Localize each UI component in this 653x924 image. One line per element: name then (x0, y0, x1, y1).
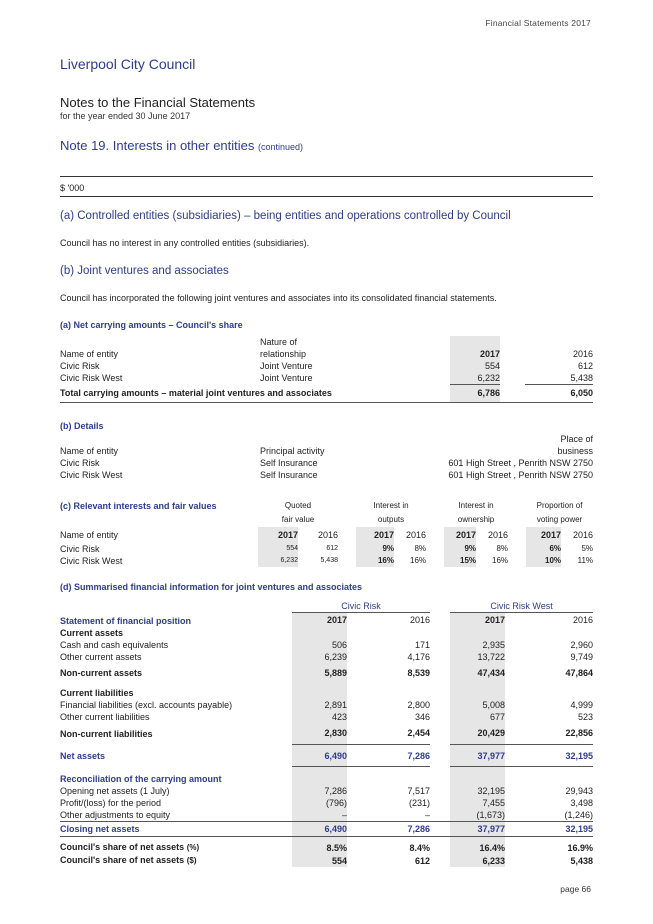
council-name: Liverpool City Council (60, 56, 196, 72)
e1-2017: 6,490 (292, 745, 347, 767)
col-place-2: business (557, 446, 593, 456)
col-fv-2016: 2016 (317, 530, 338, 540)
e2-2016: 5,438 (570, 855, 594, 866)
share-pct-suffix: (%) (186, 843, 200, 852)
document-header: Financial Statements 2017 (485, 18, 591, 28)
e2-2016: 4,999 (570, 699, 594, 710)
current-assets-label: Current assets (60, 627, 124, 638)
table-row (60, 372, 593, 385)
entity2-header: Civic Risk West (490, 601, 553, 611)
table-row (60, 699, 593, 711)
share-pct-row (60, 836, 593, 854)
own-2017: 15% (444, 555, 476, 567)
row-label (60, 836, 292, 854)
interests-title: (c) Relevant interests and fair values (60, 501, 217, 511)
group-out-2: outputs (377, 514, 405, 524)
value-2017: 554 (450, 360, 500, 372)
row-label: Net assets (60, 750, 106, 761)
col-fv-2017: 2017 (258, 527, 298, 543)
e2-2016: 2,960 (570, 639, 594, 650)
entity-name: Civic Risk West (60, 470, 123, 480)
vote-2017: 10% (526, 555, 561, 567)
e1-2017: 8.5% (292, 836, 347, 854)
col-vote-2017: 2017 (526, 527, 561, 543)
own-2016: 8% (496, 544, 509, 553)
col-nature-2: relationship (260, 349, 307, 359)
section-a-text: Council has no interest in any controlled entities (subsidiaries). (60, 238, 310, 248)
e2-2016: 32,195 (525, 745, 593, 767)
col-nature-1: Nature of (260, 337, 298, 347)
entity-place: 601 High Street , Penrith NSW 2750 (448, 458, 593, 468)
e2-2017: (1,673) (450, 809, 505, 822)
vote-2017: 6% (526, 543, 561, 555)
rule-top (60, 176, 593, 177)
entity-name: Civic Risk (60, 361, 100, 371)
carrying-title: (a) Net carrying amounts – Council's share (60, 320, 243, 330)
row-label: Other current assets (60, 651, 142, 662)
col-out-2017: 2017 (356, 527, 394, 543)
share-amt-suffix: ($) (186, 856, 197, 865)
e2-2017: 13,722 (450, 651, 505, 663)
table-row (60, 457, 593, 469)
col-vote-2016: 2016 (573, 530, 594, 540)
section-b-text: Council has incorporated the following joint ventures and associates into its consolidated financial statements. (60, 293, 497, 303)
row-label: Financial liabilities (excl. accounts payable) (60, 699, 233, 710)
e1-2017: 554 (292, 854, 347, 867)
col-name: Name of entity (60, 530, 119, 540)
e1-2017: (796) (292, 797, 347, 809)
table-row (60, 809, 593, 822)
value-2016: 5,438 (525, 372, 593, 385)
out-2016: 16% (410, 556, 427, 565)
e1-2016: 7,286 (362, 745, 430, 767)
e2-2016: 22,856 (565, 728, 594, 739)
note-continued: (continued) (258, 142, 304, 152)
own-2017: 9% (444, 543, 476, 555)
entity-name: Civic Risk (60, 544, 100, 554)
summary-table (60, 600, 593, 867)
col-2016: 2016 (572, 349, 593, 359)
entity-activity: Self Insurance (260, 458, 318, 468)
value-2016: 612 (577, 361, 593, 371)
fv-2016: 612 (326, 545, 338, 552)
entity-name: Civic Risk West (60, 556, 123, 566)
section-b-title: (b) Joint ventures and associates (60, 265, 229, 277)
e2-2016: 3,498 (570, 797, 594, 808)
e2-2016: 29,943 (565, 785, 594, 796)
e2-2017: 20,429 (450, 723, 505, 745)
entity-nature: Joint Venture (260, 361, 313, 371)
sfp-header-row (60, 613, 593, 627)
col-e1-2017: 2017 (292, 613, 347, 627)
closing-row (60, 821, 593, 836)
table-row (60, 469, 593, 481)
units-label: $ '000 (60, 183, 85, 193)
entity-place: 601 High Street , Penrith NSW 2750 (448, 470, 593, 480)
entity-nature: Joint Venture (260, 373, 313, 384)
table-row (60, 543, 593, 555)
col-name: Name of entity (60, 349, 119, 359)
entity-name: Civic Risk (60, 458, 100, 468)
fv-2017: 6,232 (258, 555, 298, 567)
out-2016: 8% (414, 544, 427, 553)
table-row (60, 639, 593, 651)
vote-2016: 5% (581, 544, 594, 553)
e2-2016: 16.9% (567, 843, 594, 853)
e2-2017: 16.4% (450, 836, 505, 854)
row-label (60, 854, 292, 867)
table-row (60, 663, 593, 683)
e2-2017: 677 (450, 711, 505, 723)
e2-2017: 32,195 (450, 785, 505, 797)
e2-2016: 47,864 (565, 667, 594, 678)
net-assets-row (60, 745, 593, 767)
col-2017: 2017 (450, 348, 500, 360)
e2-2017: 47,434 (450, 663, 505, 683)
col-name: Name of entity (60, 446, 119, 456)
e1-2017: 7,286 (292, 785, 347, 797)
e1-2016: 4,176 (407, 651, 431, 662)
e1-2016: 7,517 (407, 785, 431, 796)
e2-2017: 5,008 (450, 699, 505, 711)
row-label: Profit/(loss) for the period (60, 797, 162, 808)
entity1-header: Civic Risk (341, 601, 381, 611)
col-out-2016: 2016 (405, 530, 427, 540)
col-own-2016: 2016 (488, 530, 509, 540)
e1-2017: 6,490 (292, 821, 347, 836)
details-table (60, 433, 593, 481)
table-row (60, 360, 593, 372)
row-label: Non-current assets (60, 667, 143, 678)
group-fv-2: fair value (281, 514, 315, 524)
table-row (60, 555, 593, 567)
group-out-1: Interest in (373, 501, 409, 510)
fv-2016: 5,438 (320, 557, 338, 564)
entity-header-row (60, 600, 593, 613)
row-label: Other current liabilities (60, 711, 150, 722)
e2-2017: 2,935 (450, 639, 505, 651)
row-label: Cash and cash equivalents (60, 639, 169, 650)
carrying-header-row-2 (60, 348, 593, 360)
out-2017: 9% (356, 543, 394, 555)
summary-title: (d) Summarised financial information for joint ventures and associates (60, 582, 363, 592)
sfp-label: Statement of financial position (60, 615, 192, 626)
col-e2-2017: 2017 (450, 613, 505, 627)
note-title (60, 138, 303, 153)
carrying-total-row (60, 385, 593, 403)
e2-2017: 37,977 (450, 745, 505, 767)
rule-units (60, 196, 593, 197)
e1-2016: 346 (415, 711, 431, 722)
interests-table (60, 500, 593, 567)
e1-2016: 2,800 (407, 699, 431, 710)
e1-2016: – (362, 809, 430, 822)
group-fv-1: Quoted (284, 501, 312, 510)
col-e2-2016: 2016 (525, 613, 593, 627)
e1-2017: 5,889 (292, 663, 347, 683)
e1-2016: 8.4% (409, 843, 431, 853)
e2-2016: 32,195 (525, 821, 593, 836)
e2-2017: 7,455 (450, 797, 505, 809)
col-activity: Principal activity (260, 446, 325, 456)
col-own-2017: 2017 (444, 527, 476, 543)
e2-2016: (1,246) (525, 809, 593, 822)
group-vote-2: voting power (536, 514, 583, 524)
period-text: for the year ended 30 June 2017 (60, 111, 191, 121)
row-label: Opening net assets (1 July) (60, 785, 170, 796)
section-a-title: (a) Controlled entities (subsidiaries) – being entities and operations controlled by Council (60, 210, 511, 222)
details-title: (b) Details (60, 421, 104, 431)
table-row (60, 711, 593, 723)
fv-2017: 554 (258, 543, 298, 555)
share-pct-label: Council's share of net assets (60, 842, 185, 852)
row-label: Non-current liabilities (60, 728, 153, 739)
e1-2016: (231) (409, 797, 431, 808)
e1-2017: – (292, 809, 347, 822)
row-label: Closing net assets (60, 821, 292, 836)
e1-2017: 2,830 (292, 723, 347, 745)
value-2017: 6,232 (450, 372, 500, 385)
vote-2016: 11% (577, 556, 594, 565)
current-liabilities-label: Current liabilities (60, 687, 134, 698)
e1-2017: 2,891 (292, 699, 347, 711)
e2-2017: 6,233 (450, 854, 505, 867)
e1-2017: 423 (292, 711, 347, 723)
share-amt-row (60, 854, 593, 867)
page-number: page 66 (560, 884, 591, 894)
carrying-header-row-1 (60, 336, 593, 348)
note-title-text: Note 19. Interests in other entities (60, 138, 255, 153)
total-2017: 6,786 (450, 385, 500, 403)
carrying-table (60, 336, 593, 403)
col-e1-2016: 2016 (362, 613, 430, 627)
row-label: Other adjustments to equity (60, 809, 292, 822)
group-own-2: ownership (457, 514, 495, 524)
e2-2016: 9,749 (570, 651, 594, 662)
notes-title: Notes to the Financial Statements (60, 95, 256, 110)
e2-2017: 37,977 (450, 821, 505, 836)
out-2017: 16% (356, 555, 394, 567)
e1-2016: 2,454 (407, 728, 431, 739)
group-own-1: Interest in (458, 501, 494, 510)
table-row (60, 651, 593, 663)
table-row (60, 797, 593, 809)
total-label: Total carrying amounts – material joint ventures and associates (60, 385, 450, 403)
e1-2017: 6,239 (292, 651, 347, 663)
recon-label: Reconciliation of the carrying amount (60, 773, 222, 784)
group-vote-1: Proportion of (536, 501, 583, 510)
e1-2017: 506 (292, 639, 347, 651)
entity-activity: Self Insurance (260, 470, 318, 480)
total-2016: 6,050 (525, 385, 593, 403)
e1-2016: 8,539 (407, 667, 431, 678)
own-2016: 16% (492, 556, 509, 565)
e1-2016: 612 (415, 855, 431, 866)
table-row (60, 723, 593, 745)
col-place-1: Place of (560, 434, 593, 444)
e1-2016: 7,286 (362, 821, 430, 836)
e2-2016: 523 (578, 711, 594, 722)
share-amt-label: Council's share of net assets (60, 855, 185, 865)
e1-2016: 171 (415, 639, 431, 650)
table-row (60, 785, 593, 797)
entity-name: Civic Risk West (60, 373, 123, 384)
